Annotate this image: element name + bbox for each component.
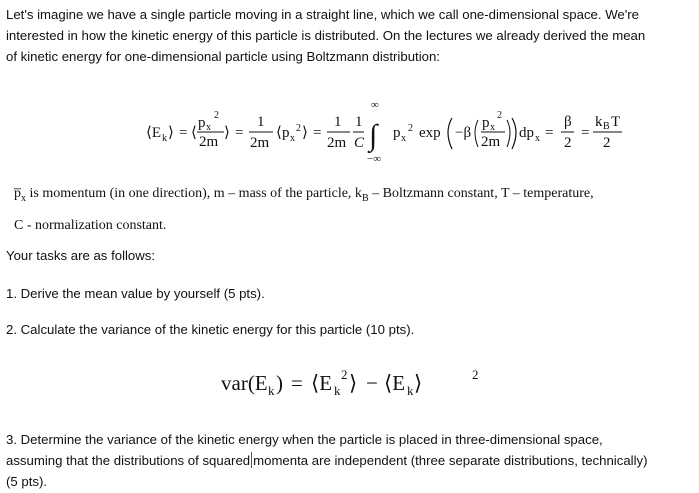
frac2-den: 2m xyxy=(250,135,270,151)
task-3-line-3: (5 pts). xyxy=(6,474,48,489)
langle-2: ⟨ xyxy=(276,125,282,141)
notes-text-b: – Boltzmann constant, T – temperature, xyxy=(368,186,594,201)
notes-kb-sub: B xyxy=(361,192,369,204)
px-2: p xyxy=(282,125,290,141)
eq-sign-4: = xyxy=(545,125,554,141)
var-sub: k xyxy=(268,383,275,398)
intro-paragraph xyxy=(6,4,696,67)
frac5-num-sq: 2 xyxy=(497,110,502,121)
px-3: p xyxy=(393,125,401,141)
integral-upper: ∞ xyxy=(371,99,379,111)
integral-sign: ∫ xyxy=(369,119,378,152)
frac7-den: 2 xyxy=(603,135,611,151)
intro-line-2: interested in how the kinetic energy of this particle is distributed. On the lectures we already derived the mean xyxy=(6,28,646,43)
minus: − xyxy=(366,371,378,395)
frac7-num-k: k xyxy=(595,114,603,130)
mean-sq-exp: 2 xyxy=(341,367,348,382)
task-3-line-2a: assuming that the distributions of squared xyxy=(6,453,251,468)
text-cursor xyxy=(251,452,252,468)
frac4-den: C xyxy=(354,135,365,151)
frac1-num-p: p xyxy=(198,115,206,131)
notes-px-sub: x xyxy=(21,192,26,204)
px-3-sq: 2 xyxy=(408,123,413,134)
mean-close: ⟩ xyxy=(414,371,423,395)
frac6-den: 2 xyxy=(564,135,572,151)
eq-sign-3: = xyxy=(313,125,322,141)
variance-equation xyxy=(0,362,699,402)
var-eq: = xyxy=(291,371,303,395)
inner-open-paren xyxy=(475,120,478,147)
px-3-sub: x xyxy=(401,133,406,144)
eq-sign-2: = xyxy=(235,125,244,141)
mean-sq-close: ⟩ xyxy=(349,371,358,395)
inner-close-paren xyxy=(507,120,510,147)
eq-sign-1: = xyxy=(179,125,188,141)
intro-line-1: Let's imagine we have a single particle moving in a straight line, which we call one-dimensional space. We're xyxy=(6,7,639,22)
frac5-den: 2m xyxy=(481,134,501,150)
mean-sq-sub: k xyxy=(334,383,341,398)
frac1-num-sq: 2 xyxy=(214,110,219,121)
mean-open: ⟨E xyxy=(384,371,406,395)
task-3-line-1: 3. Determine the variance of the kinetic energy when the particle is placed in three-dimensional space, xyxy=(6,432,603,447)
frac3-num: 1 xyxy=(334,114,342,130)
mean-sub: k xyxy=(407,383,414,398)
notation-notes xyxy=(14,180,694,239)
frac1-num-sub: x xyxy=(206,122,211,133)
notes-text-a: is momentum (in one direction), m – mass of the particle, k xyxy=(26,186,362,201)
mean-exp: 2 xyxy=(472,367,479,382)
frac7-num-t: T xyxy=(611,114,621,130)
frac1-den: 2m xyxy=(199,134,219,150)
px-2-sub: x xyxy=(290,133,295,144)
ek-sub: k xyxy=(162,133,167,144)
frac4-num: 1 xyxy=(355,114,363,130)
frac2-num: 1 xyxy=(257,114,265,130)
dpx-sub: x xyxy=(535,133,540,144)
eq-sign-5: = xyxy=(581,125,590,141)
exp-close-paren xyxy=(512,118,516,149)
notes-line-1 xyxy=(14,180,694,212)
var-close: ) xyxy=(276,371,283,395)
tasks-heading: Your tasks are as follows: xyxy=(6,248,156,263)
task-3-line-2b: momenta are independent (three separate distributions, technically) xyxy=(253,453,648,468)
frac6-num: β xyxy=(564,114,572,130)
notes-line-2: C - normalization constant. xyxy=(14,217,167,233)
frac3-den: 2m xyxy=(327,135,347,151)
neg-beta: −β xyxy=(455,125,472,141)
dpx: dp xyxy=(519,125,534,141)
notes-px: p̅ xyxy=(14,186,21,201)
intro-line-3: of kinetic energy for one-dimensional particle using Boltzmann distribution: xyxy=(6,49,440,64)
frac5-num-p: p xyxy=(482,115,490,131)
exp-label: exp xyxy=(419,125,441,141)
var-label: var(E xyxy=(221,371,268,395)
frac7-num-sub: B xyxy=(603,121,610,132)
task-3-line-2 xyxy=(6,450,696,471)
rangle-2: ⟩ xyxy=(302,125,308,141)
task-2: 2. Calculate the variance of the kinetic energy for this particle (10 pts). xyxy=(6,322,415,337)
task-1: 1. Derive the mean value by yourself (5 pts). xyxy=(6,286,265,301)
ek-bracket: ⟨E xyxy=(146,125,162,141)
task-3 xyxy=(6,429,696,492)
ek-close: ⟩ xyxy=(168,125,174,141)
integral-lower: −∞ xyxy=(367,153,382,165)
rangle-1: ⟩ xyxy=(224,125,230,141)
exp-open-paren xyxy=(448,118,452,149)
mean-sq-open: ⟨E xyxy=(311,371,333,395)
px-2-sq: 2 xyxy=(296,123,301,134)
frac5-num-sub: x xyxy=(490,122,495,133)
langle-1: ⟨ xyxy=(191,125,197,141)
mean-energy-equation xyxy=(0,92,699,182)
